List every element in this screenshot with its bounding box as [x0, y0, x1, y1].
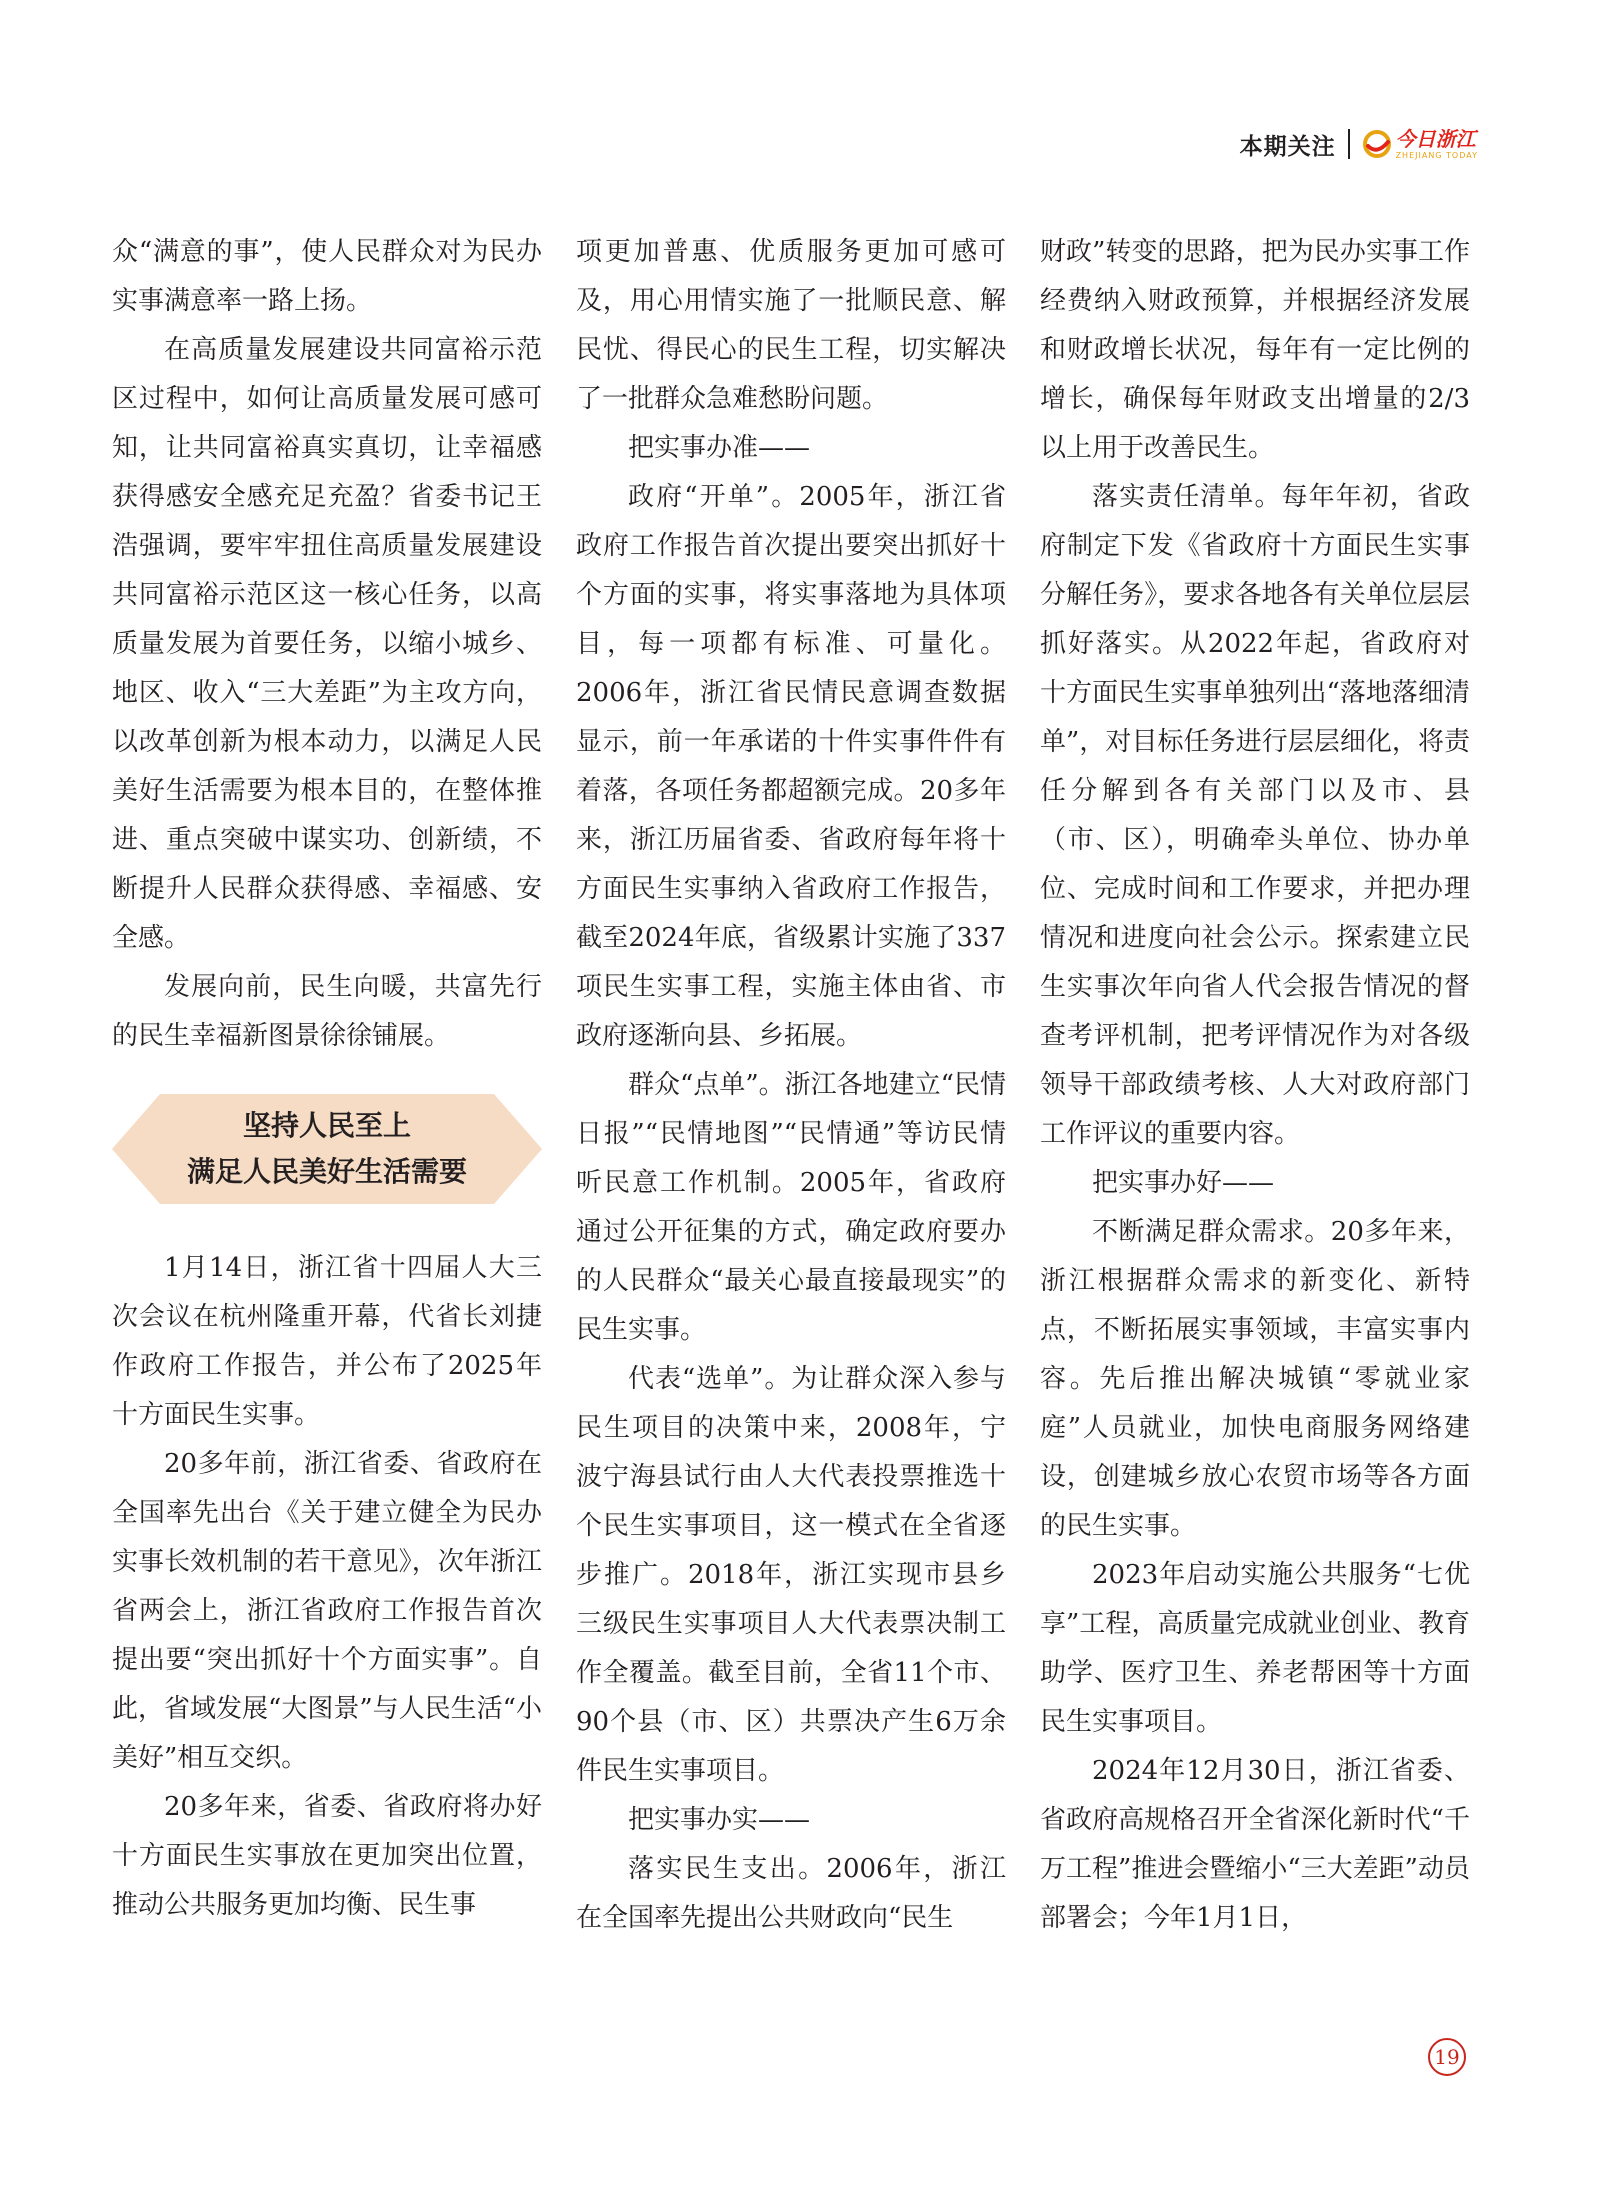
section-label: 本期关注: [1239, 133, 1336, 160]
header-divider: [1348, 129, 1350, 159]
paragraph: 2024年12月30日，浙江省委、省政府高规格召开全省深化新时代“千万工程”推进会暨缩小“三大差距”动员部署会；今年1月1日，: [1040, 1756, 1470, 1933]
page-number: 19: [1428, 2038, 1466, 2076]
logo-chinese: 今日浙江: [1395, 126, 1476, 151]
section-heading-line-2: 满足人民美好生活需要: [186, 1155, 467, 1188]
subheading: 把实事办好——: [1092, 1168, 1275, 1198]
paragraph: 在高质量发展建设共同富裕示范区过程中，如何让高质量发展可感可知，让共同富裕真实真切，让幸福感获得感安全感充足充盈？省委书记王浩强调，要牢牢扭住高质量发展建设共同富裕示范区这一核心任务，以高质量发展为首要任务，以缩小城乡、地区、收入“三大差距”为主攻方向，以改革创新为根本动力，以满足人民美好生活需要为根本目的，在整体推进、重点突破中谋实功、创新绩，不断提升人民群众获得感、幸福感、安全感。: [112, 335, 542, 953]
paragraph: 项更加普惠、优质服务更加可感可及，用心用情实施了一批顺民意、解民忧、得民心的民生工程，切实解决了一批群众急难愁盼问题。: [576, 237, 1006, 414]
magazine-logo: [1362, 126, 1478, 160]
paragraph: 20多年前，浙江省委、省政府在全国率先出台《关于建立健全为民办实事长效机制的若干意见》，次年浙江省两会上，浙江省政府工作报告首次提出要“突出抓好十个方面实事”。自此，省域发展“大图景”与人民生活“小美好”相互交织。: [112, 1449, 542, 1773]
paragraph: 财政”转变的思路，把为民办实事工作经费纳入财政预算，并根据经济发展和财政增长状况，每年有一定比例的增长，确保每年财政支出增量的2/3以上用于改善民生。: [1040, 237, 1470, 463]
paragraph: 不断满足群众需求。20多年来，浙江根据群众需求的新变化、新特点，不断拓展实事领域，丰富实事内容。先后推出解决城镇“零就业家庭”人员就业，加快电商服务网络建设，创建城乡放心农贸市场等各方面的民生实事。: [1040, 1217, 1470, 1541]
column-3: [1040, 228, 1470, 1943]
subheading: 把实事办准——: [628, 433, 811, 463]
section-heading-banner: [112, 1094, 542, 1204]
subheading: 把实事办实——: [628, 1805, 811, 1835]
paragraph: 1月14日，浙江省十四届人大三次会议在杭州隆重开幕，代省长刘捷作政府工作报告，并公布了2025年十方面民生实事。: [112, 1253, 542, 1430]
paragraph: 群众“点单”。浙江各地建立“民情日报”“民情地图”“民情通”等访民情听民意工作机制。2005年，省政府通过公开征集的方式，确定政府要办的人民群众“最关心最直接最现实”的民生实事。: [576, 1070, 1006, 1345]
paragraph: 落实责任清单。每年年初，省政府制定下发《省政府十方面民生实事分解任务》，要求各地各有关单位层层抓好落实。从2022年起，省政府对十方面民生实事单独列出“落地落细清单”，对目标任务进行层层细化，将责任分解到各有关部门以及市、县（市、区），明确牵头单位、协办单位、完成时间和工作要求，并把办理情况和进度向社会公示。探索建立民生实事次年向省人代会报告情况的督查考评机制，把考评情况作为对各级领导干部政绩考核、人大对政府部门工作评议的重要内容。: [1040, 482, 1470, 1149]
logo-english: ZHEJIANG TODAY: [1395, 150, 1478, 160]
sun-logo-icon: [1362, 129, 1392, 159]
paragraph: 众“满意的事”，使人民群众对为民办实事满意率一路上扬。: [112, 237, 542, 316]
column-2: [576, 228, 1006, 1943]
paragraph: 政府“开单”。2005年，浙江省政府工作报告首次提出要突出抓好十个方面的实事，将实事落地为具体项目，每一项都有标准、可量化。2006年，浙江省民情民意调查数据显示，前一年承诺的十件实事件件有着落，各项任务都超额完成。20多年来，浙江历届省委、省政府每年将十方面民生实事纳入省政府工作报告，截至2024年底，省级累计实施了337项民生实事工程，实施主体由省、市政府逐渐向县、乡拓展。: [576, 482, 1006, 1051]
paragraph: 落实民生支出。2006年，浙江在全国率先提出公共财政向“民生: [576, 1854, 1006, 1933]
paragraph: 代表“选单”。为让群众深入参与民生项目的决策中来，2008年，宁波宁海县试行由人大代表投票推选十个民生实事项目，这一模式在全省逐步推广。2018年，浙江实现市县乡三级民生实事项目人大代表票决制工作全覆盖。截至目前，全省11个市、90个县（市、区）共票决产生6万余件民生实事项目。: [576, 1364, 1006, 1786]
section-heading-line-1: 坚持人民至上: [242, 1109, 411, 1142]
paragraph: 发展向前，民生向暖，共富先行的民生幸福新图景徐徐铺展。: [112, 972, 542, 1051]
paragraph: 20多年来，省委、省政府将办好十方面民生实事放在更加突出位置，推动公共服务更加均衡、民生事: [112, 1792, 542, 1920]
column-1: [112, 228, 542, 1930]
paragraph: 2023年启动实施公共服务“七优享”工程，高质量完成就业创业、教育助学、医疗卫生、养老帮困等十方面民生实事项目。: [1040, 1560, 1470, 1737]
page-header: [1240, 118, 1478, 170]
